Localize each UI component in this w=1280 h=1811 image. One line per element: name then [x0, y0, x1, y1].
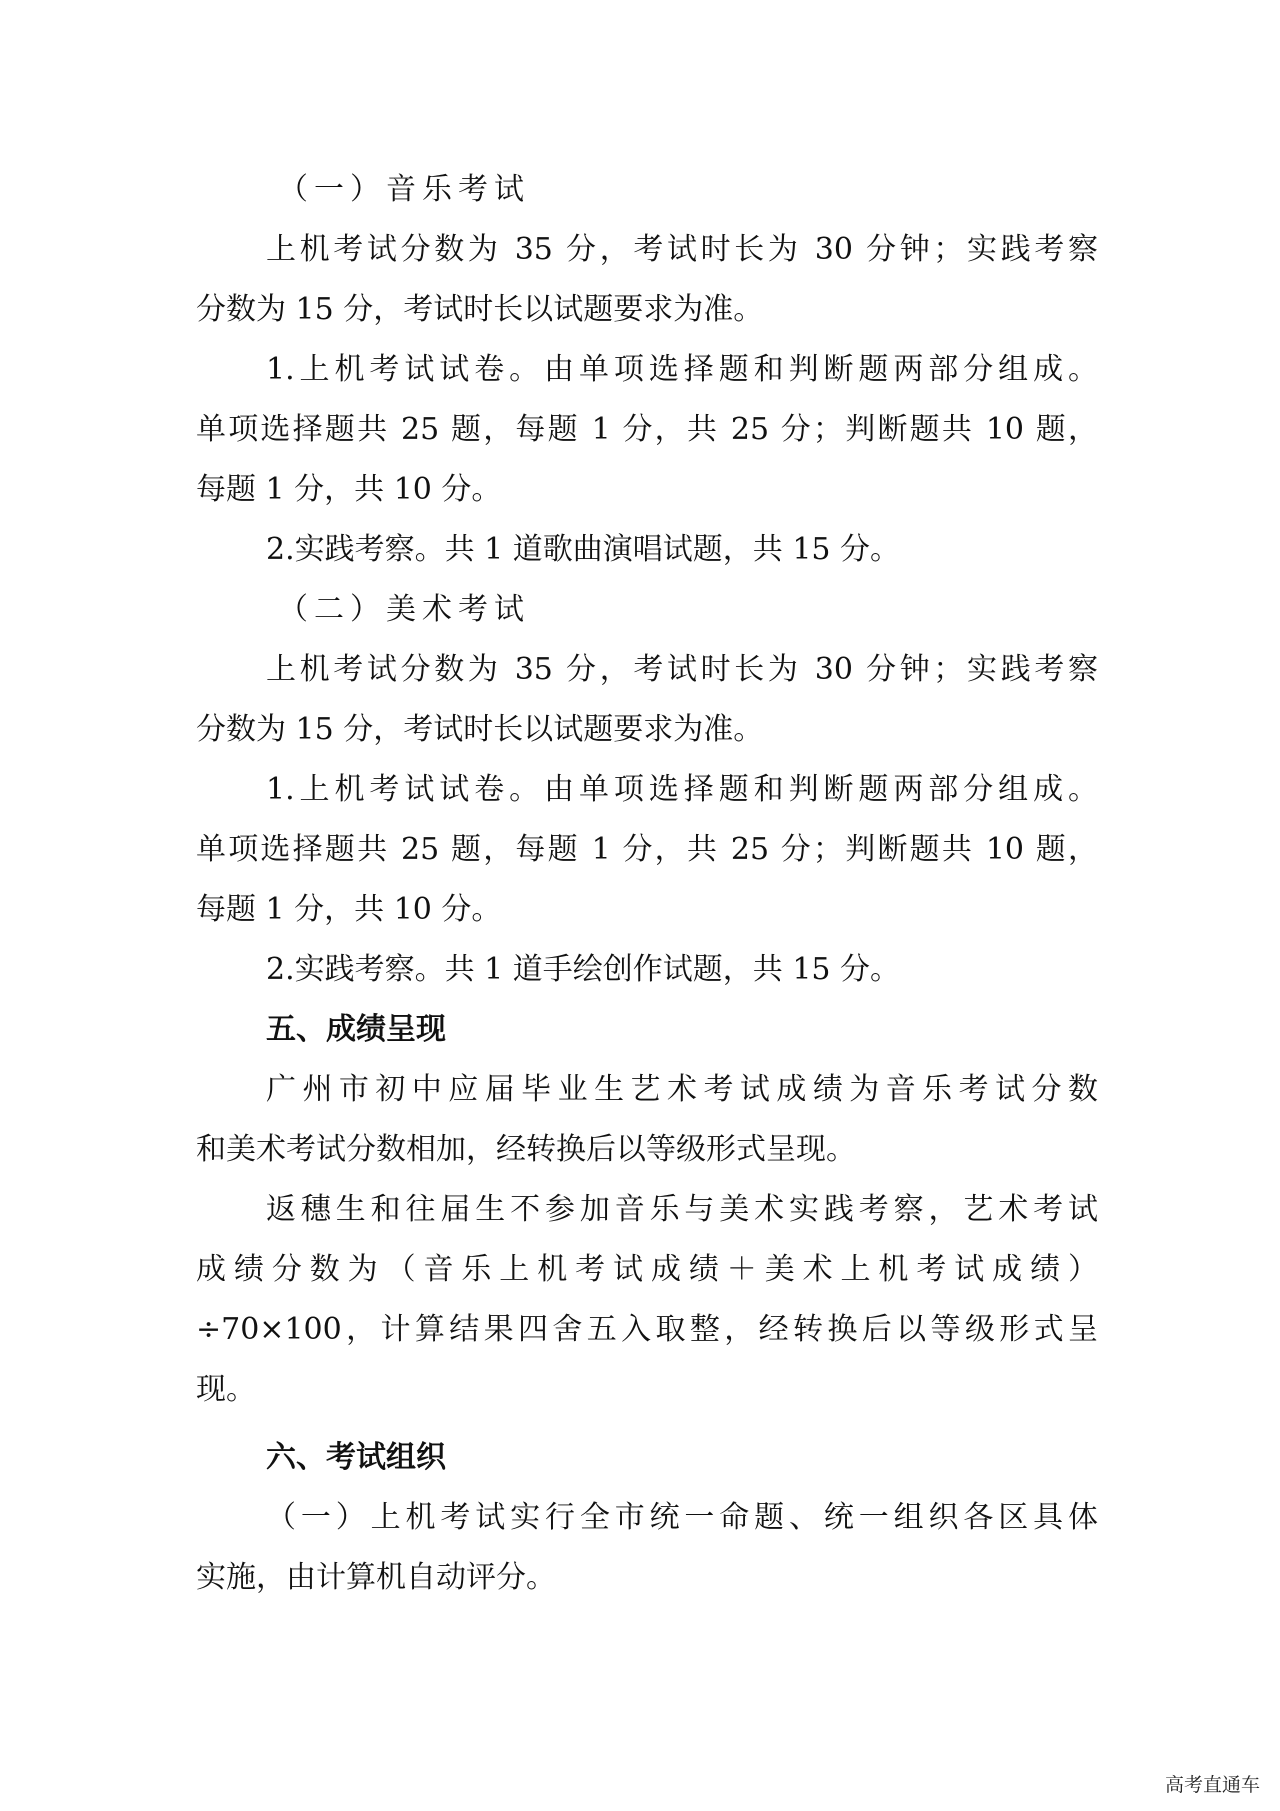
document-body [196, 160, 1098, 1608]
paragraph-line: 广州市初中应届毕业生艺术考试成绩为音乐考试分数 [266, 1072, 1098, 1107]
paragraph-line: 分数为 15 分，考试时长以试题要求为准。 [196, 712, 764, 747]
paragraph-line: 分数为 15 分，考试时长以试题要求为准。 [196, 292, 764, 327]
paragraph-line: （一）上机考试实行全市统一命题、统一组织各区具体 [266, 1500, 1098, 1535]
paragraph-line: 2.实践考察。共 1 道歌曲演唱试题，共 15 分。 [266, 532, 901, 567]
watermark-text: 高考直通车 [1164, 1774, 1260, 1796]
section-heading-score-presentation: 五、成绩呈现 [266, 1012, 446, 1047]
paragraph-line: 和美术考试分数相加，经转换后以等级形式呈现。 [196, 1132, 856, 1167]
paragraph-line: 1.上机考试试卷。由单项选择题和判断题两部分组成。 [266, 352, 1098, 387]
section-heading-art-exam: （二）美术考试 [278, 592, 530, 627]
paragraph-line: 实施，由计算机自动评分。 [196, 1560, 556, 1595]
paragraph-line: 每题 1 分，共 10 分。 [196, 472, 502, 507]
paragraph-line: 上机考试分数为 35 分，考试时长为 30 分钟；实践考察 [266, 232, 1098, 267]
paragraph-line: 成绩分数为（音乐上机考试成绩＋美术上机考试成绩） [196, 1252, 1098, 1287]
spacer [196, 1420, 1098, 1428]
paragraph-line: 单项选择题共 25 题，每题 1 分，共 25 分；判断题共 10 题， [196, 832, 1098, 867]
paragraph-line: 返穗生和往届生不参加音乐与美术实践考察，艺术考试 [266, 1192, 1098, 1227]
paragraph-line: 现。 [196, 1372, 256, 1407]
paragraph-line: 2.实践考察。共 1 道手绘创作试题，共 15 分。 [266, 952, 901, 987]
paragraph-line: 每题 1 分，共 10 分。 [196, 892, 502, 927]
paragraph-line: 上机考试分数为 35 分，考试时长为 30 分钟；实践考察 [266, 652, 1098, 687]
section-heading-music-exam: （一）音乐考试 [278, 172, 530, 207]
paragraph-line: 1.上机考试试卷。由单项选择题和判断题两部分组成。 [266, 772, 1098, 807]
section-heading-exam-organization: 六、考试组织 [266, 1440, 446, 1475]
paragraph-line: ÷70×100，计算结果四舍五入取整，经转换后以等级形式呈 [196, 1312, 1098, 1347]
paragraph-line: 单项选择题共 25 题，每题 1 分，共 25 分；判断题共 10 题， [196, 412, 1098, 447]
